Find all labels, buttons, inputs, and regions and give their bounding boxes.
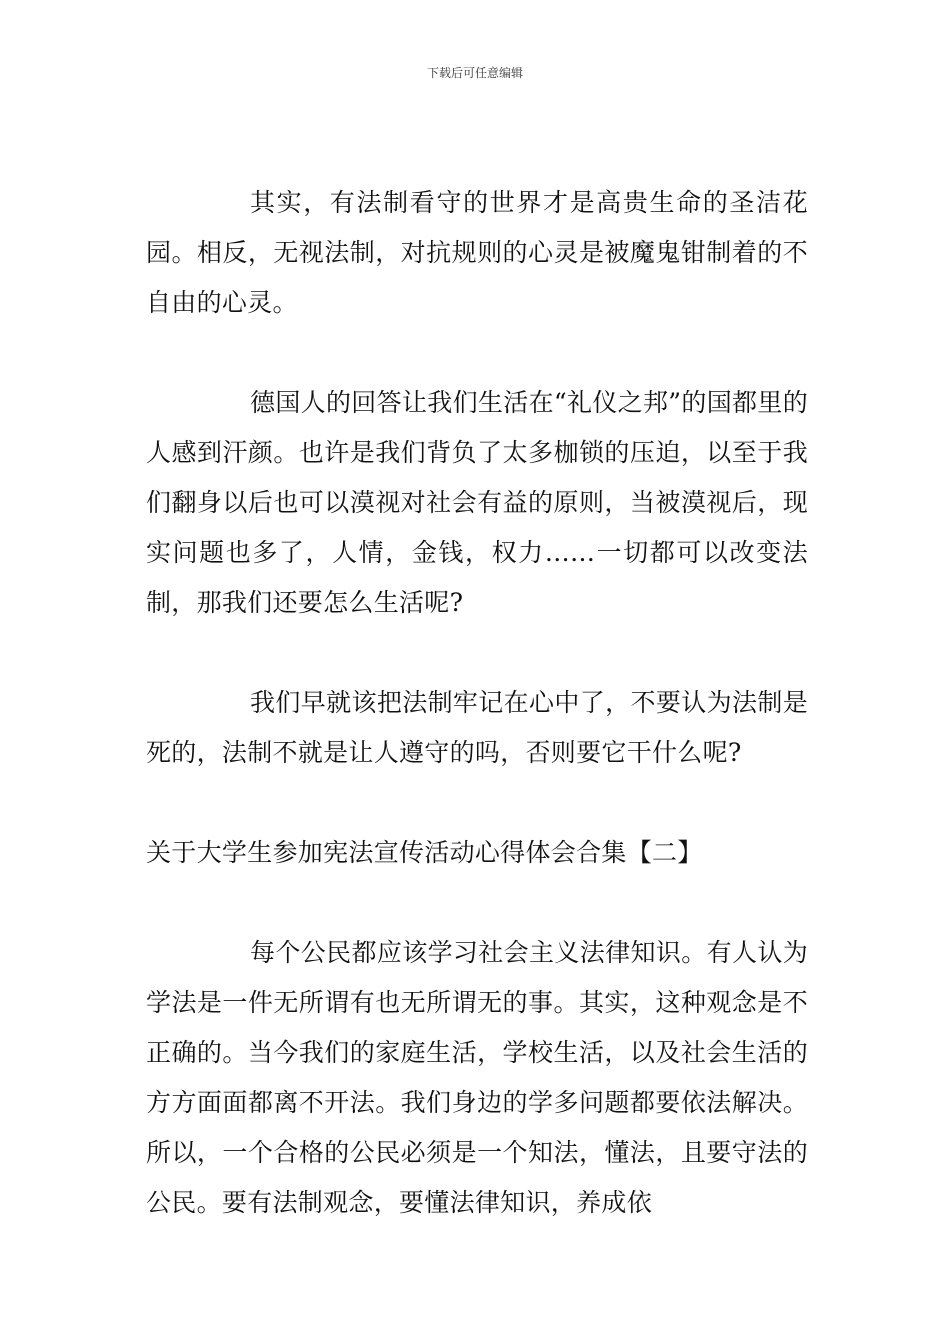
section-title: 关于大学生参加宪法宣传活动心得体会合集【二】 bbox=[146, 838, 703, 867]
paragraph-3: 我们早就该把法制牢记在心中了，不要认为法制是死的，法制不就是让人遵守的吗，否则要它干什么呢? bbox=[146, 688, 808, 767]
paragraph-4: 每个公民都应该学习社会主义法律知识。有人认为学法是一件无所谓有也无所谓无的事。其实，这种观念是不正确的。当今我们的家庭生活，学校生活，以及社会生活的方方面面都离不开法。我们身边的学多问题都要依法解决。所以，一个合格的公民必须是一个知法，懂法，且要守法的公民。要有法制观念，要懂法律知识，养成依 bbox=[146, 938, 808, 1217]
paragraph-2: 德国人的回答让我们生活在“礼仪之邦”的国都里的人感到汗颜。也许是我们背负了太多枷锁的压迫，以至于我们翻身以后也可以漠视对社会有益的原则，当被漠视后，现实问题也多了，人情，金钱，权力……一切都可以改变法制，那我们还要怎么生活呢? bbox=[146, 388, 808, 617]
paragraph-1: 其实，有法制看守的世界才是高贵生命的圣洁花园。相反，无视法制，对抗规则的心灵是被魔鬼钳制着的不自由的心灵。 bbox=[146, 188, 808, 317]
document-body bbox=[146, 178, 808, 1228]
page-header: 下载后可任意编辑 bbox=[426, 66, 523, 80]
